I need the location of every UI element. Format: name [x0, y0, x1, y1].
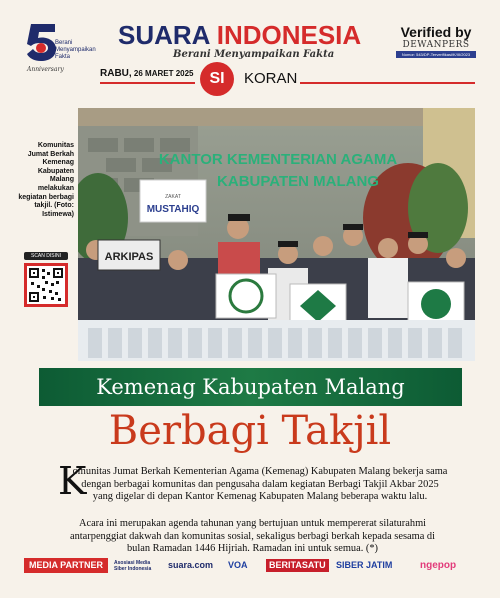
sign-line-2: KABUPATEN MALANG [217, 173, 379, 190]
verified-title: Verified by [400, 24, 472, 40]
brand-logo [118, 20, 368, 60]
placard-1-small: ZAKAT [165, 194, 181, 200]
media-partner-label: MEDIA PARTNER [24, 558, 108, 573]
scan-qr[interactable] [24, 252, 68, 307]
anniversary-script: Anniversary [27, 66, 64, 73]
rule-left [100, 82, 195, 84]
placard-2-text: ARKIPAS [104, 251, 154, 263]
anniversary-5-icon [25, 22, 59, 62]
partner-suara: suara.com [168, 560, 214, 570]
scan-label: SCAN DISINI [24, 252, 68, 260]
placard-1-text: MUSTAHIQ [146, 204, 200, 215]
drop-cap: K [58, 459, 87, 503]
verified-badge [396, 24, 476, 58]
verified-number: Nomor: 543/DP-Terverifikasi/K/III/2023 [396, 51, 476, 58]
date-text: 26 MARET 2025 [133, 69, 194, 78]
edition-label: KORAN [244, 70, 298, 87]
partner-ngepop: ngepop [420, 560, 457, 571]
kicker-banner: Kemenag Kabupaten Malang [39, 368, 462, 406]
photo-caption: Komunitas Jumat Berkah Kemenag Kabupaten Malang melakukan kegiatan berbagi takjil. (Foto: Istimewa) [18, 142, 74, 218]
dateline [100, 68, 194, 79]
partner-beritasatu: BERITASATU [266, 559, 329, 572]
brand-indonesia: INDONESIA [216, 20, 362, 50]
brand-tagline: Berani Menyampaikan Fakta [173, 49, 335, 60]
partner-voa: VOA [228, 560, 248, 570]
partner-siberjatim: SIBER JATIM [336, 560, 393, 570]
sign-line-1: KANTOR KEMENTERIAN AGAMA [158, 151, 398, 168]
rule-right [300, 82, 475, 84]
headline: Berbagi Takjil [108, 408, 392, 454]
anniversary-tagline: Berani Menyampaikan Fakta [55, 40, 96, 60]
news-photo [78, 108, 475, 361]
anniversary-logo [25, 22, 95, 78]
date-day: RABU, [100, 68, 132, 79]
verified-org: DEWANPERS [402, 40, 470, 50]
qr-code-icon[interactable] [24, 263, 68, 307]
partner-amsi: Asosiasi Media Siber Indonesia [114, 560, 152, 572]
paragraph-1: omunitas Jumat Berkah Kementerian Agama (Kemenag) Kabupaten Malang bekerja sama dengan berbagai komunitas dan pengusaha dalam kegiatan Berbagi Takjil Akbar 2025 yang digelar di depan Kantor Kemenag Kabupaten Malang beberapa waktu lalu. [72, 466, 448, 502]
si-logo: SI [200, 62, 234, 96]
photo-illustration [78, 108, 475, 361]
paragraph-2: Acara ini merupakan agenda tahunan yang bertujuan untuk mempererat silaturahmi antarpenggiat dakwah dan komunitas sosial, sekaligus berbagi berkah kepada sesama di bulan Ramadan 1446 Hijriah. Ramadan ini untuk semua. (*) [69, 518, 435, 554]
brand-suara: SUARA [118, 20, 210, 50]
